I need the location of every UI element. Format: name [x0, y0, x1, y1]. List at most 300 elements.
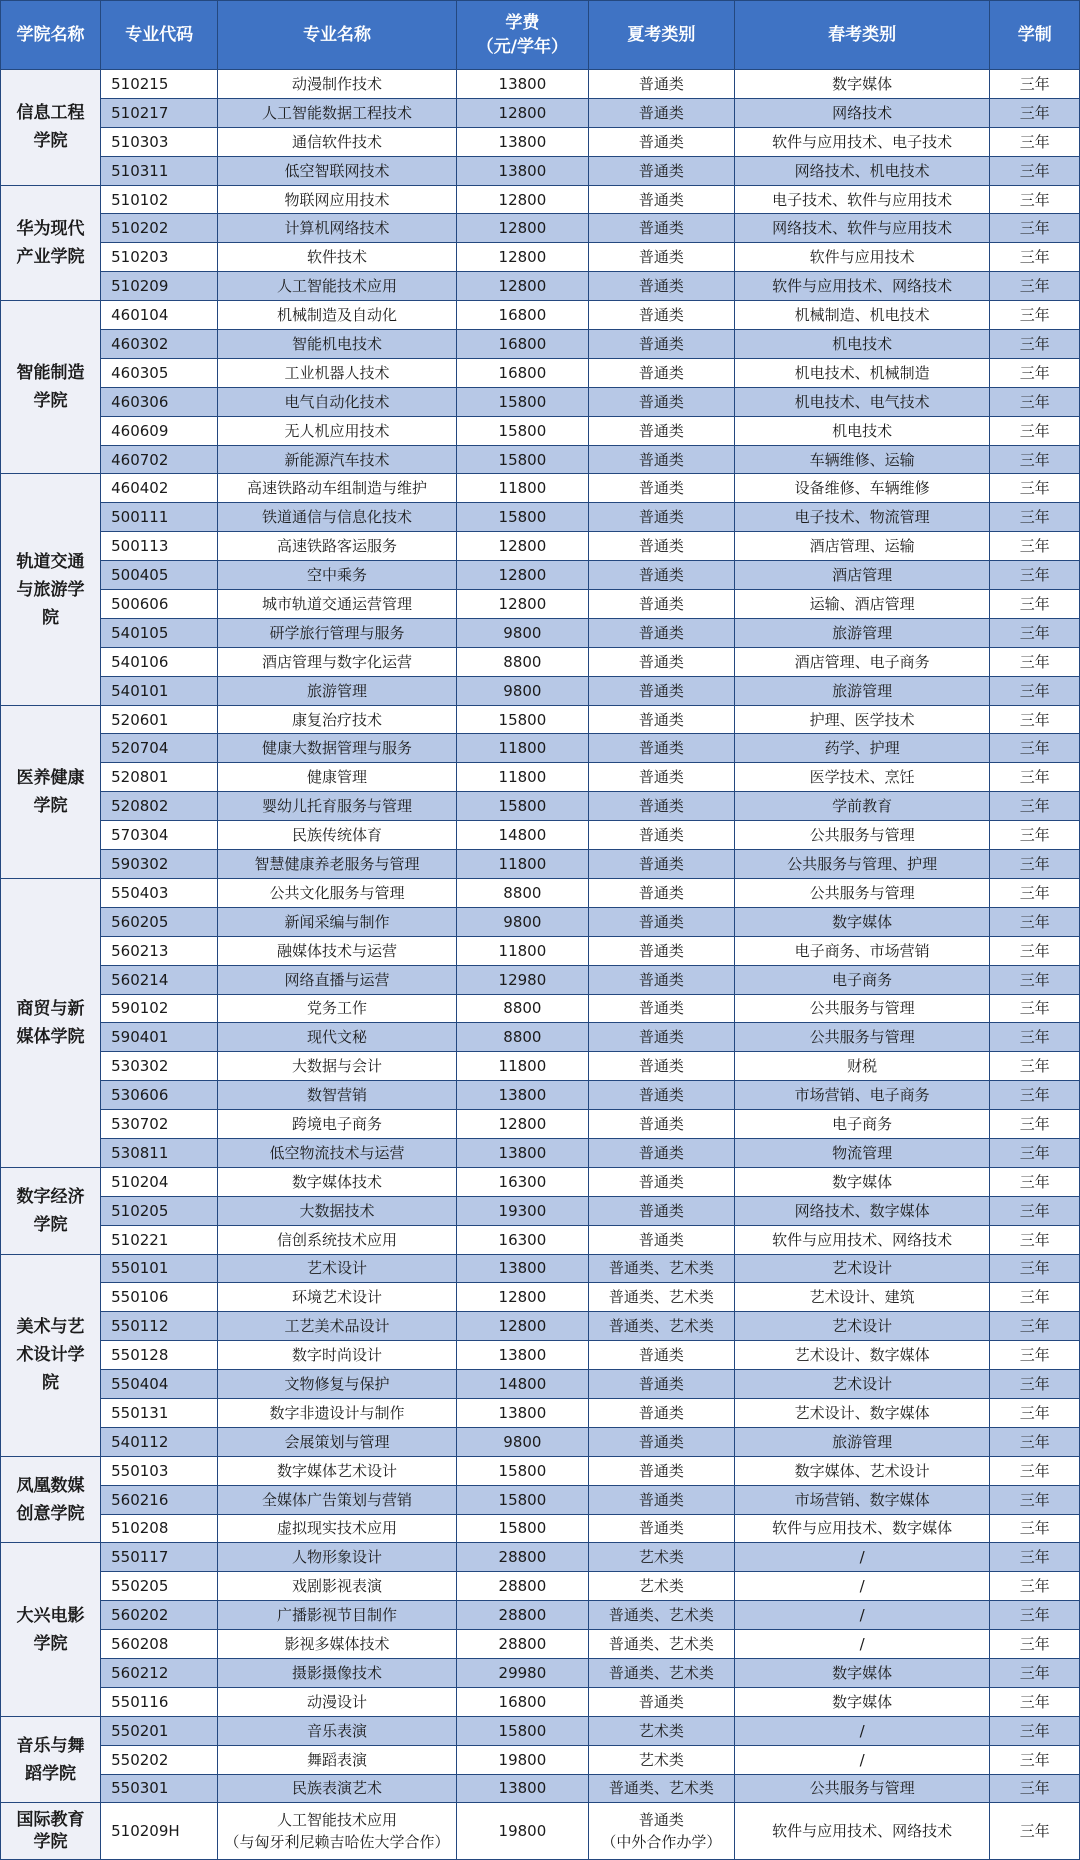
summer-exam-category-cell: 普通类、艺术类: [588, 1254, 734, 1283]
summer-exam-category-cell: 普通类: [588, 503, 734, 532]
summer-exam-category-cell: 普通类: [588, 1225, 734, 1254]
spring-exam-category-cell: /: [734, 1630, 990, 1659]
duration-cell: 三年: [990, 936, 1080, 965]
spring-exam-category-cell: /: [734, 1716, 990, 1745]
summer-exam-category-cell: 普通类: [588, 647, 734, 676]
duration-cell: 三年: [990, 1716, 1080, 1745]
table-row: [1, 1514, 1080, 1543]
tuition-fee-cell: 16300: [456, 1225, 588, 1254]
tuition-fee-cell: 12800: [456, 98, 588, 127]
duration-cell: 三年: [990, 1543, 1080, 1572]
table-row: [1, 1630, 1080, 1659]
major-name-cell: 数字时尚设计: [218, 1341, 457, 1370]
spring-exam-category-cell: 机电技术、电气技术: [734, 387, 990, 416]
summer-exam-category-cell: 普通类: [588, 618, 734, 647]
spring-exam-category-cell: 公共服务与管理: [734, 994, 990, 1023]
spring-exam-category-cell: 机电技术: [734, 330, 990, 359]
table-row: [1, 1138, 1080, 1167]
major-name-cell: 摄影摄像技术: [218, 1658, 457, 1687]
summer-exam-category-cell: 普通类: [588, 907, 734, 936]
header-duration: 学制: [990, 1, 1080, 70]
summer-exam-category-cell: 艺术类: [588, 1543, 734, 1572]
table-row: [1, 387, 1080, 416]
summer-exam-category-cell: 普通类: [588, 936, 734, 965]
spring-exam-category-cell: 财税: [734, 1052, 990, 1081]
major-name-cell: 智慧健康养老服务与管理: [218, 850, 457, 879]
summer-exam-category-cell: 普通类: [588, 358, 734, 387]
major-name-cell: 现代文秘: [218, 1023, 457, 1052]
summer-exam-category-cell: 普通类: [588, 1370, 734, 1399]
summer-exam-category-cell: 艺术类: [588, 1716, 734, 1745]
spring-exam-category-cell: 学前教育: [734, 792, 990, 821]
major-code-cell: 550117: [101, 1543, 218, 1572]
major-name-cell: 酒店管理与数字化运营: [218, 647, 457, 676]
table-row: [1, 532, 1080, 561]
tuition-fee-cell: 15800: [456, 503, 588, 532]
summer-exam-category-cell: 普通类: [588, 416, 734, 445]
major-code-cell: 510203: [101, 243, 218, 272]
spring-exam-category-cell: 医学技术、烹饪: [734, 763, 990, 792]
tuition-fee-cell: 13800: [456, 1138, 588, 1167]
tuition-fee-cell: 9800: [456, 618, 588, 647]
major-name-cell: 人物形象设计: [218, 1543, 457, 1572]
tuition-fee-cell: 12800: [456, 1312, 588, 1341]
summer-exam-category-cell: 普通类、艺术类: [588, 1312, 734, 1341]
duration-cell: 三年: [990, 98, 1080, 127]
table-row: [1, 1023, 1080, 1052]
major-code-cell: 540101: [101, 676, 218, 705]
major-code-cell: 510217: [101, 98, 218, 127]
summer-exam-category-cell: 普通类: [588, 1196, 734, 1225]
major-code-cell: 560202: [101, 1601, 218, 1630]
tuition-fee-cell: 14800: [456, 1370, 588, 1399]
major-name-cell: 无人机应用技术: [218, 416, 457, 445]
table-row: [1, 994, 1080, 1023]
spring-exam-category-cell: 机械制造、机电技术: [734, 301, 990, 330]
major-code-cell: 560212: [101, 1658, 218, 1687]
spring-exam-category-cell: 艺术设计: [734, 1254, 990, 1283]
duration-cell: 三年: [990, 532, 1080, 561]
tuition-fee-cell: 9800: [456, 676, 588, 705]
spring-exam-category-cell: 软件与应用技术、电子技术: [734, 127, 990, 156]
table-row: [1, 705, 1080, 734]
summer-exam-category-cell: 普通类: [588, 1110, 734, 1139]
major-name-cell: 旅游管理: [218, 676, 457, 705]
duration-cell: 三年: [990, 907, 1080, 936]
major-name-cell: 跨境电子商务: [218, 1110, 457, 1139]
major-code-cell: 550101: [101, 1254, 218, 1283]
major-name-cell: 文物修复与保护: [218, 1370, 457, 1399]
summer-exam-category-cell: 普通类: [588, 1687, 734, 1716]
major-code-cell: 510215: [101, 70, 218, 99]
summer-exam-category-cell: 普通类: [588, 185, 734, 214]
spring-exam-category-cell: 市场营销、电子商务: [734, 1081, 990, 1110]
spring-exam-category-cell: 酒店管理: [734, 561, 990, 590]
tuition-fee-cell: 12800: [456, 1110, 588, 1139]
spring-exam-category-cell: /: [734, 1572, 990, 1601]
summer-exam-category-cell: 普通类: [588, 734, 734, 763]
major-code-cell: 510205: [101, 1196, 218, 1225]
major-code-cell: 530302: [101, 1052, 218, 1081]
duration-cell: 三年: [990, 503, 1080, 532]
spring-exam-category-cell: 艺术设计、数字媒体: [734, 1341, 990, 1370]
duration-cell: 三年: [990, 1456, 1080, 1485]
major-code-cell: 460609: [101, 416, 218, 445]
summer-exam-category-cell: 普通类: [588, 474, 734, 503]
header-college: 学院名称: [1, 1, 101, 70]
tuition-fee-cell: 11800: [456, 474, 588, 503]
summer-exam-category-cell: 普通类: [588, 1427, 734, 1456]
spring-exam-category-cell: 公共服务与管理、护理: [734, 850, 990, 879]
duration-cell: 三年: [990, 358, 1080, 387]
tuition-fee-cell: 12980: [456, 965, 588, 994]
major-code-cell: 460305: [101, 358, 218, 387]
duration-cell: 三年: [990, 878, 1080, 907]
tuition-fee-cell: 13800: [456, 127, 588, 156]
college-name-cell: 轨道交通与旅游学院: [1, 474, 101, 705]
header-spring: 春考类别: [734, 1, 990, 70]
summer-exam-category-cell: 普通类: [588, 821, 734, 850]
college-name-cell: 凤凰数媒创意学院: [1, 1456, 101, 1543]
major-name-cell: 民族传统体育: [218, 821, 457, 850]
duration-cell: 三年: [990, 994, 1080, 1023]
summer-exam-category-cell: 普通类: [588, 850, 734, 879]
table-row: [1, 590, 1080, 619]
duration-cell: 三年: [990, 821, 1080, 850]
major-code-cell: 550202: [101, 1745, 218, 1774]
summer-exam-category-cell-main: 普通类: [638, 1811, 684, 1830]
major-name-cell: 音乐表演: [218, 1716, 457, 1745]
duration-cell: 三年: [990, 1370, 1080, 1399]
spring-exam-category-cell: 软件与应用技术、网络技术: [734, 1225, 990, 1254]
tuition-fee-cell: 16800: [456, 358, 588, 387]
college-name-cell: 信息工程学院: [1, 70, 101, 186]
major-name-cell-note: （与匈牙利尼赖吉哈佐大学合作）: [224, 1833, 450, 1852]
spring-exam-category-cell: 数字媒体: [734, 1658, 990, 1687]
duration-cell: 三年: [990, 1023, 1080, 1052]
major-code-cell: 550131: [101, 1398, 218, 1427]
major-code-cell: 550128: [101, 1341, 218, 1370]
tuition-fee-cell: 19800: [456, 1803, 588, 1860]
tuition-fee-cell: 13800: [456, 156, 588, 185]
table-row: [1, 1572, 1080, 1601]
tuition-fee-cell: 19800: [456, 1745, 588, 1774]
spring-exam-category-cell: 数字媒体: [734, 1687, 990, 1716]
table-row: [1, 1745, 1080, 1774]
spring-exam-category-cell: 数字媒体: [734, 1167, 990, 1196]
table-row: [1, 1167, 1080, 1196]
table-row: [1, 792, 1080, 821]
tuition-fee-cell: 28800: [456, 1543, 588, 1572]
major-code-cell: 520802: [101, 792, 218, 821]
major-name-cell: 智能机电技术: [218, 330, 457, 359]
major-name-cell: 动漫制作技术: [218, 70, 457, 99]
header-fee: [456, 1, 588, 70]
spring-exam-category-cell: /: [734, 1601, 990, 1630]
table-body: [1, 70, 1080, 1860]
tuition-fee-cell: 14800: [456, 821, 588, 850]
table-row: [1, 1687, 1080, 1716]
summer-exam-category-cell: 普通类: [588, 98, 734, 127]
major-name-cell: 空中乘务: [218, 561, 457, 590]
tuition-fee-cell: 15800: [456, 1716, 588, 1745]
major-code-cell: 550106: [101, 1283, 218, 1312]
major-name-cell: 城市轨道交通运营管理: [218, 590, 457, 619]
spring-exam-category-cell: 物流管理: [734, 1138, 990, 1167]
spring-exam-category-cell: 网络技术、数字媒体: [734, 1196, 990, 1225]
summer-exam-category-cell: 普通类: [588, 445, 734, 474]
duration-cell: 三年: [990, 1341, 1080, 1370]
major-name-cell: 信创系统技术应用: [218, 1225, 457, 1254]
duration-cell: 三年: [990, 1398, 1080, 1427]
duration-cell: 三年: [990, 1630, 1080, 1659]
duration-cell: 三年: [990, 1774, 1080, 1803]
summer-exam-category-cell: 普通类: [588, 1081, 734, 1110]
major-name-cell: 大数据技术: [218, 1196, 457, 1225]
major-name-cell: 新能源汽车技术: [218, 445, 457, 474]
major-name-cell: 电气自动化技术: [218, 387, 457, 416]
duration-cell: 三年: [990, 1485, 1080, 1514]
summer-exam-category-cell: 普通类: [588, 763, 734, 792]
duration-cell: 三年: [990, 1196, 1080, 1225]
table-row: [1, 1398, 1080, 1427]
major-code-cell: 590302: [101, 850, 218, 879]
table-row: [1, 1052, 1080, 1081]
spring-exam-category-cell: 电子商务、市场营销: [734, 936, 990, 965]
duration-cell: 三年: [990, 763, 1080, 792]
major-code-cell: 550112: [101, 1312, 218, 1341]
spring-exam-category-cell: 艺术设计、数字媒体: [734, 1398, 990, 1427]
spring-exam-category-cell: 药学、护理: [734, 734, 990, 763]
summer-exam-category-cell: 普通类: [588, 1456, 734, 1485]
table-row: [1, 878, 1080, 907]
major-name-cell: 婴幼儿托育服务与管理: [218, 792, 457, 821]
duration-cell: 三年: [990, 792, 1080, 821]
header-fee-line2: （元/学年）: [476, 37, 568, 57]
tuition-fee-cell: 11800: [456, 734, 588, 763]
summer-exam-category-cell: 普通类: [588, 705, 734, 734]
tuition-fee-cell: 28800: [456, 1630, 588, 1659]
major-name-cell: 健康大数据管理与服务: [218, 734, 457, 763]
duration-cell: 三年: [990, 185, 1080, 214]
duration-cell: 三年: [990, 1572, 1080, 1601]
duration-cell: 三年: [990, 243, 1080, 272]
major-code-cell: 540105: [101, 618, 218, 647]
major-code-cell: 510202: [101, 214, 218, 243]
table-row: [1, 330, 1080, 359]
spring-exam-category-cell: 软件与应用技术、网络技术: [734, 1803, 990, 1860]
major-code-cell: 560214: [101, 965, 218, 994]
tuition-fee-cell: 12800: [456, 243, 588, 272]
college-name-cell: 华为现代产业学院: [1, 185, 101, 301]
summer-exam-category-cell: 普通类: [588, 301, 734, 330]
major-name-cell: 工艺美术品设计: [218, 1312, 457, 1341]
spring-exam-category-cell: 软件与应用技术: [734, 243, 990, 272]
duration-cell: 三年: [990, 965, 1080, 994]
major-name-cell: 会展策划与管理: [218, 1427, 457, 1456]
summer-exam-category-cell: 普通类: [588, 590, 734, 619]
tuition-fee-cell: 13800: [456, 1398, 588, 1427]
summer-exam-category-cell: 普通类、艺术类: [588, 1774, 734, 1803]
spring-exam-category-cell: 电子商务: [734, 1110, 990, 1139]
summer-exam-category-cell: 普通类: [588, 792, 734, 821]
summer-exam-category-cell: 普通类、艺术类: [588, 1658, 734, 1687]
tuition-fee-cell: 12800: [456, 590, 588, 619]
duration-cell: 三年: [990, 1514, 1080, 1543]
spring-exam-category-cell: 市场营销、数字媒体: [734, 1485, 990, 1514]
duration-cell: 三年: [990, 301, 1080, 330]
major-name-cell: 通信软件技术: [218, 127, 457, 156]
major-name-cell: 全媒体广告策划与营销: [218, 1485, 457, 1514]
major-name-cell: 高速铁路客运服务: [218, 532, 457, 561]
summer-exam-category-cell: 普通类: [588, 994, 734, 1023]
duration-cell: 三年: [990, 1658, 1080, 1687]
tuition-fee-cell: 16800: [456, 301, 588, 330]
table-row: [1, 70, 1080, 99]
major-code-cell: 510102: [101, 185, 218, 214]
college-name-cell: 音乐与舞蹈学院: [1, 1716, 101, 1803]
summer-exam-category-cell: 普通类: [588, 878, 734, 907]
major-code-cell: 550116: [101, 1687, 218, 1716]
summer-exam-category-cell: 艺术类: [588, 1745, 734, 1774]
table-row: [1, 821, 1080, 850]
major-name-cell: 康复治疗技术: [218, 705, 457, 734]
spring-exam-category-cell: /: [734, 1745, 990, 1774]
summer-exam-category-cell: 普通类: [588, 70, 734, 99]
table-row: [1, 1716, 1080, 1745]
duration-cell: 三年: [990, 214, 1080, 243]
major-name-cell: 数字媒体技术: [218, 1167, 457, 1196]
tuition-fee-cell: 9800: [456, 907, 588, 936]
tuition-fee-cell: 12800: [456, 561, 588, 590]
duration-cell: 三年: [990, 734, 1080, 763]
table-row: [1, 1658, 1080, 1687]
major-name-cell: 人工智能技术应用: [218, 272, 457, 301]
major-name-cell: 健康管理: [218, 763, 457, 792]
major-name-cell: 计算机网络技术: [218, 214, 457, 243]
header-summer: 夏考类别: [588, 1, 734, 70]
college-name-cell: 美术与艺术设计学院: [1, 1254, 101, 1456]
summer-exam-category-cell: 普通类: [588, 1514, 734, 1543]
summer-exam-category-cell: [588, 1803, 734, 1860]
major-code-cell: 510208: [101, 1514, 218, 1543]
major-code-cell: 560216: [101, 1485, 218, 1514]
table-row: [1, 445, 1080, 474]
major-code-cell: 460402: [101, 474, 218, 503]
spring-exam-category-cell: 公共服务与管理: [734, 1774, 990, 1803]
major-name-cell: 网络直播与运营: [218, 965, 457, 994]
tuition-fee-cell: 15800: [456, 1456, 588, 1485]
spring-exam-category-cell: 网络技术、软件与应用技术: [734, 214, 990, 243]
major-code-cell: 570304: [101, 821, 218, 850]
tuition-fee-cell: 28800: [456, 1572, 588, 1601]
summer-exam-category-cell: 普通类: [588, 1485, 734, 1514]
duration-cell: 三年: [990, 647, 1080, 676]
duration-cell: 三年: [990, 330, 1080, 359]
major-code-cell: 540112: [101, 1427, 218, 1456]
table-row: [1, 156, 1080, 185]
table-row: [1, 1370, 1080, 1399]
major-name-cell: 软件技术: [218, 243, 457, 272]
table-row: [1, 763, 1080, 792]
major-code-cell: 500405: [101, 561, 218, 590]
tuition-fee-cell: 29980: [456, 1658, 588, 1687]
tuition-fee-cell: 15800: [456, 705, 588, 734]
major-name-cell: 工业机器人技术: [218, 358, 457, 387]
table-row: [1, 1803, 1080, 1860]
spring-exam-category-cell: 机电技术: [734, 416, 990, 445]
duration-cell: 三年: [990, 70, 1080, 99]
major-code-cell: 560205: [101, 907, 218, 936]
table-row: [1, 1456, 1080, 1485]
table-row: [1, 1312, 1080, 1341]
duration-cell: 三年: [990, 1745, 1080, 1774]
table-row: [1, 1485, 1080, 1514]
major-code-cell: 510204: [101, 1167, 218, 1196]
major-name-cell: 数字媒体艺术设计: [218, 1456, 457, 1485]
tuition-fee-cell: 12800: [456, 272, 588, 301]
table-row: [1, 1254, 1080, 1283]
duration-cell: 三年: [990, 156, 1080, 185]
major-code-cell: 510209: [101, 272, 218, 301]
table-row: [1, 185, 1080, 214]
college-name-cell: 商贸与新媒体学院: [1, 878, 101, 1167]
major-name-cell: 舞蹈表演: [218, 1745, 457, 1774]
major-code-cell: 500606: [101, 590, 218, 619]
table-row: [1, 1601, 1080, 1630]
major-code-cell: 460104: [101, 301, 218, 330]
summer-exam-category-cell: 普通类: [588, 1023, 734, 1052]
tuition-fee-cell: 12800: [456, 532, 588, 561]
table-row: [1, 301, 1080, 330]
summer-exam-category-cell: 普通类: [588, 561, 734, 590]
spring-exam-category-cell: 护理、医学技术: [734, 705, 990, 734]
spring-exam-category-cell: 软件与应用技术、数字媒体: [734, 1514, 990, 1543]
duration-cell: 三年: [990, 387, 1080, 416]
major-code-cell: 590401: [101, 1023, 218, 1052]
major-code-cell: 520704: [101, 734, 218, 763]
major-name-cell: 铁道通信与信息化技术: [218, 503, 457, 532]
table-row: [1, 1543, 1080, 1572]
tuition-fee-cell: 12800: [456, 1283, 588, 1312]
spring-exam-category-cell: 酒店管理、运输: [734, 532, 990, 561]
spring-exam-category-cell: 网络技术、机电技术: [734, 156, 990, 185]
major-name-cell: 高速铁路动车组制造与维护: [218, 474, 457, 503]
tuition-fee-cell: 15800: [456, 792, 588, 821]
summer-exam-category-cell: 普通类: [588, 1052, 734, 1081]
summer-exam-category-cell: 普通类: [588, 127, 734, 156]
summer-exam-category-cell: 普通类: [588, 1138, 734, 1167]
major-name-cell: [218, 1803, 457, 1860]
summer-exam-category-cell: 普通类、艺术类: [588, 1601, 734, 1630]
table-row: [1, 647, 1080, 676]
duration-cell: 三年: [990, 561, 1080, 590]
spring-exam-category-cell: 公共服务与管理: [734, 878, 990, 907]
tuition-fee-cell: 13800: [456, 1774, 588, 1803]
spring-exam-category-cell: 电子技术、物流管理: [734, 503, 990, 532]
major-name-cell: 环境艺术设计: [218, 1283, 457, 1312]
tuition-fee-cell: 8800: [456, 647, 588, 676]
tuition-fee-cell: 12800: [456, 185, 588, 214]
major-code-cell: 510221: [101, 1225, 218, 1254]
major-code-cell: 500113: [101, 532, 218, 561]
table-row: [1, 936, 1080, 965]
major-code-cell: 560213: [101, 936, 218, 965]
spring-exam-category-cell: 数字媒体: [734, 907, 990, 936]
tuition-fee-cell: 11800: [456, 850, 588, 879]
tuition-fee-cell: 13800: [456, 70, 588, 99]
spring-exam-category-cell: 艺术设计、建筑: [734, 1283, 990, 1312]
